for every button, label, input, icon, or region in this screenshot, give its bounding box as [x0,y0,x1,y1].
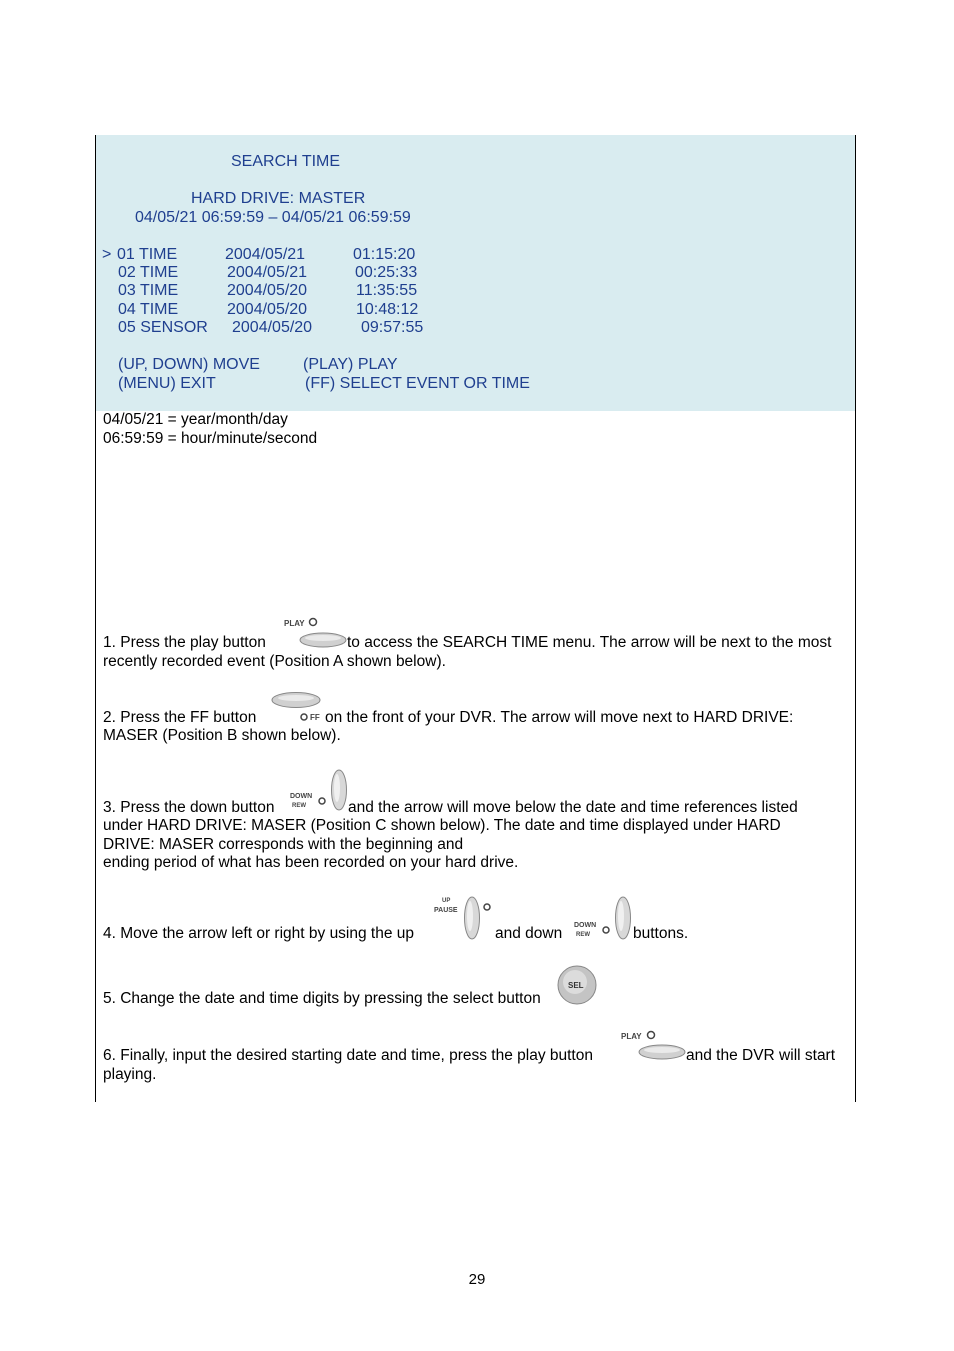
event-marker: > [102,246,116,263]
event-date: 2004/05/21 [227,264,308,281]
search-time-screen [96,135,855,411]
play-button-icon [284,614,348,650]
ff-button-icon [270,690,326,724]
screen-title: SEARCH TIME [231,153,341,170]
event-date: 2004/05/20 [232,319,313,336]
step-3-text-e: ending period of what has been recorded on your hard drive. [103,854,519,871]
screen-drive: HARD DRIVE: MASTER [191,190,366,207]
help-move: (UP, DOWN) MOVE [118,356,260,373]
help-exit: (MENU) EXIT [118,375,216,392]
down-icon-label-1: DOWN [290,793,313,800]
step-3-text-d: DRIVE: MASER corresponds with the beginning and [103,836,464,853]
play-icon-label: PLAY [284,619,305,628]
step-6-text-b: and the DVR will start [686,1047,836,1064]
up-icon-label-2: PAUSE [434,907,458,914]
page-number: 29 [468,1271,486,1288]
step-3-text-a: 3. Press the down button [103,799,275,816]
event-label: 05 SENSOR [118,319,208,336]
step-4-text-a: 4. Move the arrow left or right by using the up [103,925,415,942]
ff-icon-label: FF [310,713,320,722]
event-label: 04 TIME [118,301,179,318]
down-icon-label-1: DOWN [574,922,597,929]
step-1-text-c: recently recorded event (Position A shown below). [103,653,446,670]
play-button-icon [621,1027,687,1063]
event-date: 2004/05/21 [225,246,306,263]
legend-time-format: 06:59:59 = hour/minute/second [103,430,318,447]
screen-range: 04/05/21 06:59:59 – 04/05/21 06:59:59 [135,209,411,226]
event-time: 11:35:55 [356,282,418,299]
event-date: 2004/05/20 [227,282,308,299]
step-2-text-b: on the front of your DVR. The arrow will move next to HARD DRIVE: [325,709,794,726]
event-time: 10:48:12 [356,301,419,318]
event-label: 02 TIME [118,264,179,281]
step-1-text-a: 1. Press the play button [103,634,266,651]
step-2-text-a: 2. Press the FF button [103,709,257,726]
step-4-text-b: and down [495,925,563,942]
event-time: 00:25:33 [355,264,418,281]
step-5-text-a: 5. Change the date and time digits by pressing the select button [103,990,541,1007]
event-time: 01:15:20 [353,246,416,263]
step-3-text-b: and the arrow will move below the date and time references listed [348,799,798,816]
step-6-text-c: playing. [103,1066,157,1083]
step-6-text-a: 6. Finally, input the desired starting date and time, press the play button [103,1047,593,1064]
down-icon-label-2: REW [576,932,590,938]
up-button-icon [432,894,494,942]
legend-date-format: 04/05/21 = year/month/day [103,411,288,428]
play-icon-label: PLAY [621,1032,642,1041]
step-3-text-c: under HARD DRIVE: MASER (Position C shown below). The date and time displayed under HARD [103,817,781,834]
event-time: 09:57:55 [361,319,424,336]
step-4-text-c: buttons. [633,925,689,942]
step-2-text-c: MASER (Position B shown below). [103,727,341,744]
down-button-icon [288,768,348,814]
event-label: 03 TIME [118,282,179,299]
event-label: 01 TIME [117,246,178,263]
event-date: 2004/05/20 [227,301,308,318]
down-icon-label-2: REW [292,803,306,809]
step-1-text-b: to access the SEARCH TIME menu. The arrow will be next to the most [347,634,832,651]
up-icon-label-1: UP [442,898,451,904]
down-button-icon [572,894,634,942]
select-button-icon [556,964,598,1006]
select-icon-label: SEL [568,981,584,990]
help-select: (FF) SELECT EVENT OR TIME [305,375,530,392]
help-play: (PLAY) PLAY [303,356,398,373]
